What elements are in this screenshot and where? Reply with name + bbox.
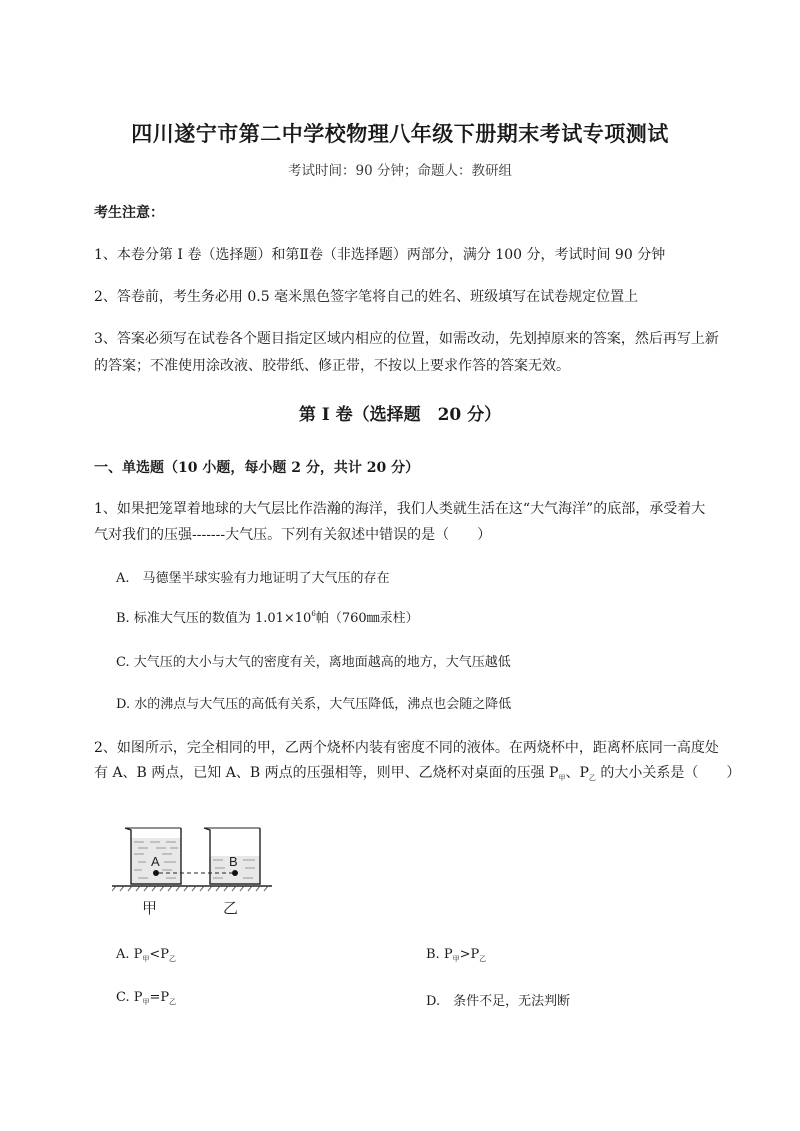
q2-stem-text: 有 A、B 两点，已知 A、B 两点的压强相等，则甲、乙烧杯对桌面的压强 P	[94, 765, 559, 781]
beaker-yi	[204, 828, 260, 884]
q2-option-c-sub1: 甲	[142, 998, 150, 1006]
exam-info: 考试时间：90 分钟；命题人：教研组	[288, 163, 512, 179]
q2-option-b-sub2: 乙	[479, 955, 487, 963]
q1-option-c[interactable]: C. 大气压的大小与大气的密度有关，离地面越高的地方，大气压越低	[116, 655, 511, 670]
q1-option-d[interactable]: D. 水的沸点与大气压的高低有关系，大气压降低，沸点也会随之降低	[116, 697, 512, 712]
notice-item-3-line1: 3、答案必须写在试卷各个题目指定区域内相应的位置，如需改动，先划掉原来的答案，然后再写上新	[94, 331, 719, 347]
q2-option-c-op: =P	[149, 990, 170, 1005]
q2-sub-yi: 乙	[588, 774, 596, 782]
section-subheading: 一、单选题（10 小题，每小题 2 分，共计 20 分）	[94, 460, 420, 476]
point-b	[232, 870, 238, 876]
page-title: 四川遂宁市第二中学校物理八年级下册期末考试专项测试	[131, 121, 669, 146]
q2-stem-line2	[94, 762, 740, 783]
caption-jia: 甲	[142, 900, 158, 917]
caption-yi: 乙	[223, 900, 239, 917]
label-a: A	[151, 854, 160, 869]
notice-item-2: 2、答卷前，考生务必用 0.5 毫米黑色签字笔将自己的姓名、班级填写在试卷规定位置上	[94, 289, 639, 305]
q1-option-b[interactable]	[116, 607, 419, 626]
label-b: B	[229, 854, 238, 869]
beakers-figure	[112, 818, 282, 918]
q1-option-a[interactable]: A. 马德堡半球实验有力地证明了大气压的存在	[116, 571, 390, 586]
notice-item-1: 1、本卷分第 I 卷（选择题）和第Ⅱ卷（非选择题）两部分，满分 100 分，考试时间 90 分钟	[94, 247, 666, 263]
q2-option-b-op: >P	[459, 947, 480, 962]
q2-sub-jia: 甲	[558, 774, 566, 782]
q2-stem-end: 的大小关系是（ ）	[595, 765, 741, 781]
notice-item-3-line2: 的答案；不准使用涂改液、胶带纸、修正带，不按以上要求作答的答案无效。	[94, 358, 570, 374]
q2-option-c-sub2: 乙	[169, 998, 177, 1006]
q2-option-a-sub1: 甲	[142, 955, 150, 963]
point-a	[153, 870, 159, 876]
q2-option-a-sub2: 乙	[169, 955, 177, 963]
q2-option-a[interactable]	[116, 947, 176, 964]
q2-option-b-label: B. P	[426, 947, 453, 962]
q2-stem-line1: 2、如图所示，完全相同的甲，乙两个烧杯内装有密度不同的液体。在两烧杯中，距离杯底同一高度处	[94, 740, 719, 756]
q2-option-a-op: <P	[149, 947, 170, 962]
q1-stem-line2: 气对我们的压强-------大气压。下列有关叙述中错误的是（ ）	[94, 527, 492, 543]
q1-option-b-unit: 帕（760㎜汞柱）	[315, 611, 419, 626]
q2-option-b[interactable]	[426, 947, 486, 964]
q2-option-c-label: C. P	[116, 990, 143, 1005]
notice-heading: 考生注意：	[94, 205, 164, 221]
q2-option-b-sub1: 甲	[452, 955, 460, 963]
q2-option-c[interactable]	[116, 990, 176, 1007]
q2-option-d[interactable]: D. 条件不足，无法判断	[426, 994, 571, 1009]
q1-option-b-exponent: 6	[311, 610, 316, 618]
q2-stem-mid: 、P	[565, 765, 589, 781]
q2-option-a-label: A. P	[116, 947, 143, 962]
q1-option-b-text: B. 标准大气压的数值为 1.01×10	[116, 611, 312, 626]
section-title: 第 I 卷（选择题 20 分）	[298, 405, 502, 425]
q1-stem-line1: 1、如果把笼罩着地球的大气层比作浩瀚的海洋，我们人类就生活在这“大气海洋”的底部，承受着大	[94, 501, 706, 517]
beaker-jia	[125, 828, 181, 884]
